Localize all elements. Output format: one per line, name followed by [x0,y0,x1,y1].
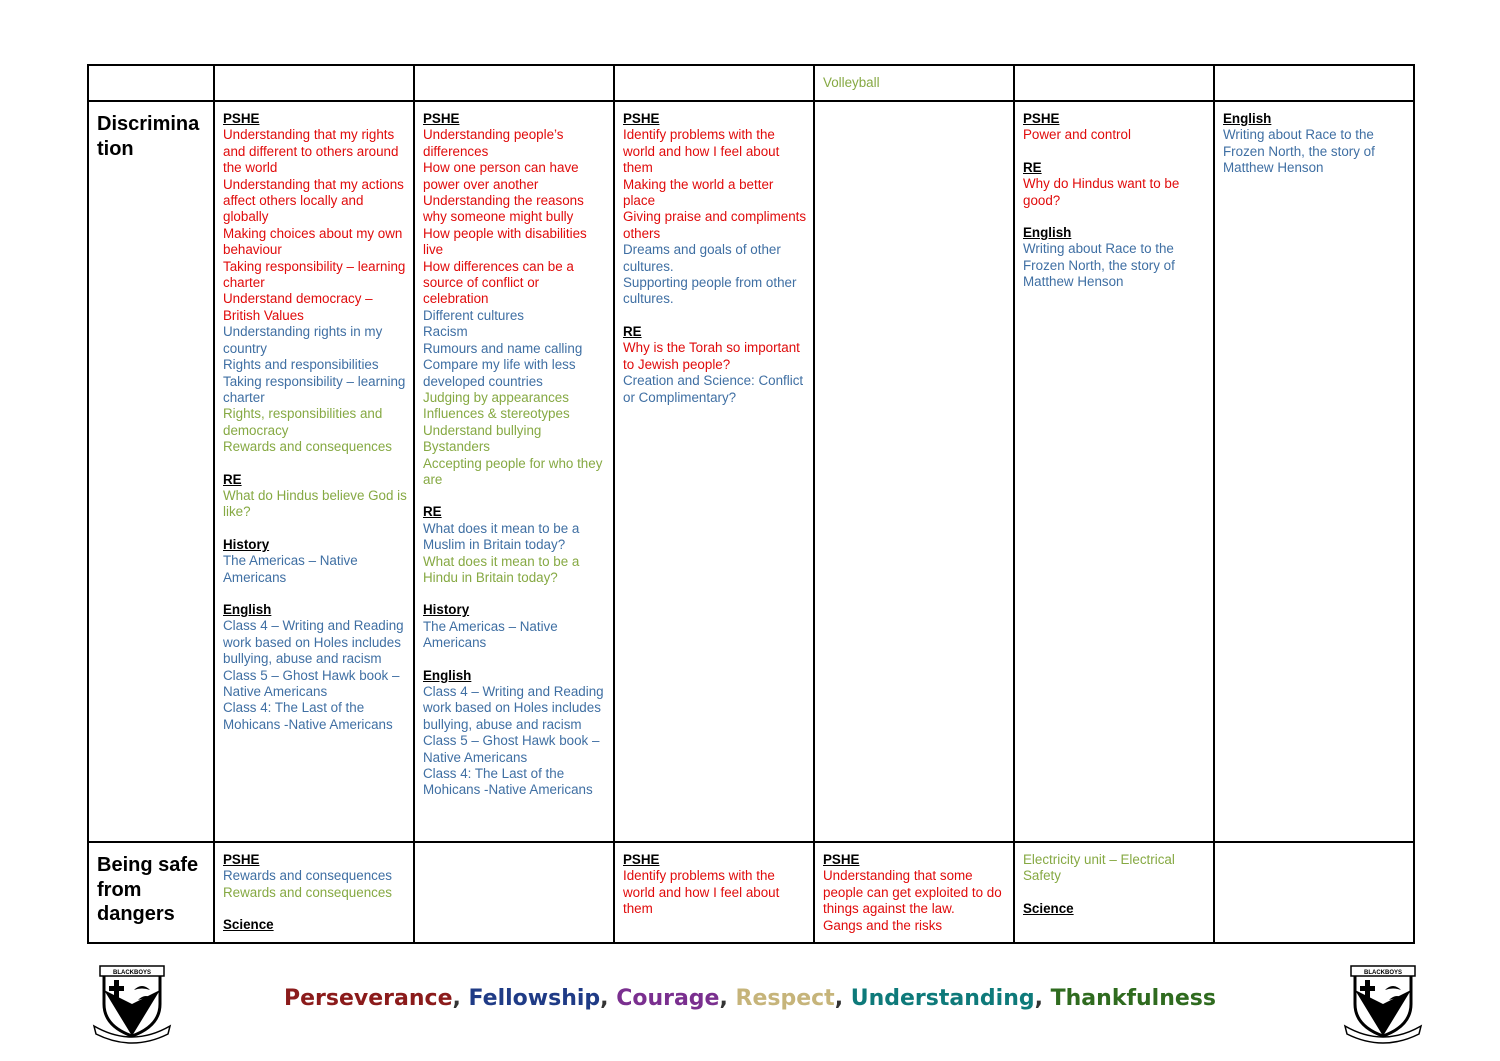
topic-item: Making choices about my own behaviour [223,225,403,258]
topic-item: Rumours and name calling [423,340,583,356]
topic-item: Understand bullying [423,422,542,438]
subject-heading: PSHE [423,111,460,126]
subject-heading: RE [623,323,642,339]
table-cell [414,65,614,101]
topic-item: Class 5 – Ghost Hawk book – Native Americans [423,733,600,765]
motto-separator: , [600,986,609,1011]
cell-text: Volleyball [823,75,880,90]
topic-item: Class 5 – Ghost Hawk book – Native Americans [223,667,400,699]
table-cell [1214,101,1414,842]
topic-item: Understanding that my rights and different to others around the world [223,127,399,176]
topic-item: Supporting people from other cultures. [623,275,797,307]
table-cell [1014,65,1214,101]
topic-item: Rewards and consequences [223,884,392,900]
topic-item: What do Hindus believe God is like? [223,487,407,520]
topic-item: Understanding people’s differences [423,127,564,159]
topic-item: Making the world a better place [623,176,774,209]
motto-separator: , [452,986,461,1011]
topic-item: Understanding rights in my country [223,324,383,356]
table-cell [1214,842,1414,943]
motto-word: Perseverance [284,986,453,1011]
topic-item: Accepting people for who they are [423,455,603,487]
table-cell [414,101,614,842]
subject-heading: History [423,602,470,618]
topic-item: Power and control [1023,127,1131,143]
topic-item: Understanding that my actions affect others locally and globally [223,176,404,225]
table-cell [614,842,814,943]
subject-heading: History [223,536,270,552]
motto-word: Thankfulness [1050,986,1216,1011]
topic-item: Identify problems with the world and how I feel about them [623,127,780,176]
topic-item: Class 4: The Last of the Mohicans -Native Americans [223,700,393,732]
subject-heading: RE [1023,159,1042,175]
topic-item: Creation and Science: Conflict or Complimentary? [623,373,804,405]
topic-item: The Americas – Native Americans [423,618,558,651]
row-heading [88,101,214,842]
topic-item: Writing about Race to the Frozen North, the story of Matthew Henson [1023,241,1175,290]
topic-item: Taking responsibility – learning charter [223,373,406,405]
row-heading [88,842,214,943]
topic-item: The Americas – Native Americans [223,553,358,585]
topic-item: Writing about Race to the Frozen North, the story of Matthew Henson [1223,127,1375,176]
crest-label: BLACKBOYS [1363,970,1403,976]
school-motto [0,986,1500,1011]
topic-item: Rights and responsibilities [223,357,379,373]
table-cell [814,101,1014,842]
table-cell [614,65,814,101]
subject-heading: PSHE [623,852,660,867]
topic-item: Giving praise and compliments others [623,209,807,241]
subject-heading: English [1223,111,1272,126]
topic-item: Dreams and goals of other cultures. [623,242,781,274]
table-cell [414,842,614,943]
table-cell [614,101,814,842]
motto-word: Fellowship [468,986,601,1011]
subject-heading: English [423,667,472,683]
subject-heading: RE [223,471,242,487]
topic-item: What does it mean to be a Muslim in Britain today? [423,520,580,553]
subject-heading: PSHE [223,111,260,126]
topic-item: Influences & stereotypes [423,406,570,422]
subject-heading: Science [1023,900,1074,916]
table-row [88,842,1414,943]
curriculum-table [87,64,1415,944]
topic-item: Class 4 – Writing and Reading work based on Holes includes bullying, abuse and racism [423,684,604,732]
topic-item: Why do Hindus want to be good? [1023,176,1180,208]
table-cell [88,65,214,101]
topic-item: Class 4: The Last of the Mohicans -Native Americans [423,766,593,798]
topic-item: Gangs and the risks [823,917,943,933]
table-row [88,101,1414,842]
topic-item: Compare my life with less developed countries [423,357,576,389]
subject-heading: PSHE [623,111,660,126]
table-cell [1014,101,1214,842]
topic-item: Rights, responsibilities and democracy [223,406,383,438]
topic-item: Different cultures [423,307,524,323]
table-cell [1014,842,1214,943]
subject-heading: PSHE [823,852,860,867]
topic-item: Racism [423,324,468,340]
crest-label: BLACKBOYS [112,970,152,976]
subject-heading: English [1023,225,1072,241]
topic-item: Understanding the reasons why someone might bully [423,193,584,225]
topic-item: How one person can have power over another [423,160,579,192]
motto-word: Respect [735,986,835,1011]
topic-item: Rewards and consequences [223,439,392,455]
motto-word: Courage [616,986,720,1011]
topic-item: How differences can be a source of conflict or celebration [423,258,574,307]
subject-heading: Science [223,917,274,933]
subject-heading: English [223,601,272,617]
table-row [88,65,1414,101]
topic-item: Identify problems with the world and how I feel about them [623,868,780,917]
table-cell [214,65,414,101]
topic-item: Understand democracy – British Values [223,291,373,323]
table-cell [814,842,1014,943]
subject-heading: PSHE [1023,111,1060,126]
topic-item: Bystanders [423,439,490,455]
subject-heading: PSHE [223,852,260,867]
topic-item: Rewards and consequences [223,868,392,884]
topic-item: How people with disabilities live [423,225,587,258]
topic-item: What does it mean to be a Hindu in Britain today? [423,553,580,585]
motto-separator: , [1034,986,1043,1011]
topic-item: Electricity unit – Electrical Safety [1023,852,1175,884]
motto-separator: , [834,986,844,1011]
row-heading-text: Being safe from dangers [97,854,199,925]
topic-item: Judging by appearances [423,389,569,405]
table-cell [1214,65,1414,101]
table-cell [214,842,414,943]
motto-word: Understanding [850,986,1035,1011]
subject-heading: RE [423,504,442,520]
topic-item: Taking responsibility – learning charter [223,258,406,291]
topic-item: Understanding that some people can get exploited to do things against the law. [823,868,1002,917]
topic-item: Class 4 – Writing and Reading work based on Holes includes bullying, abuse and racism [223,618,404,667]
table-cell [214,101,414,842]
table-cell [814,65,1014,101]
motto-separator: , [719,986,728,1011]
topic-item: Why is the Torah so important to Jewish people? [623,340,800,372]
row-heading-text: Discrimination [97,113,200,160]
